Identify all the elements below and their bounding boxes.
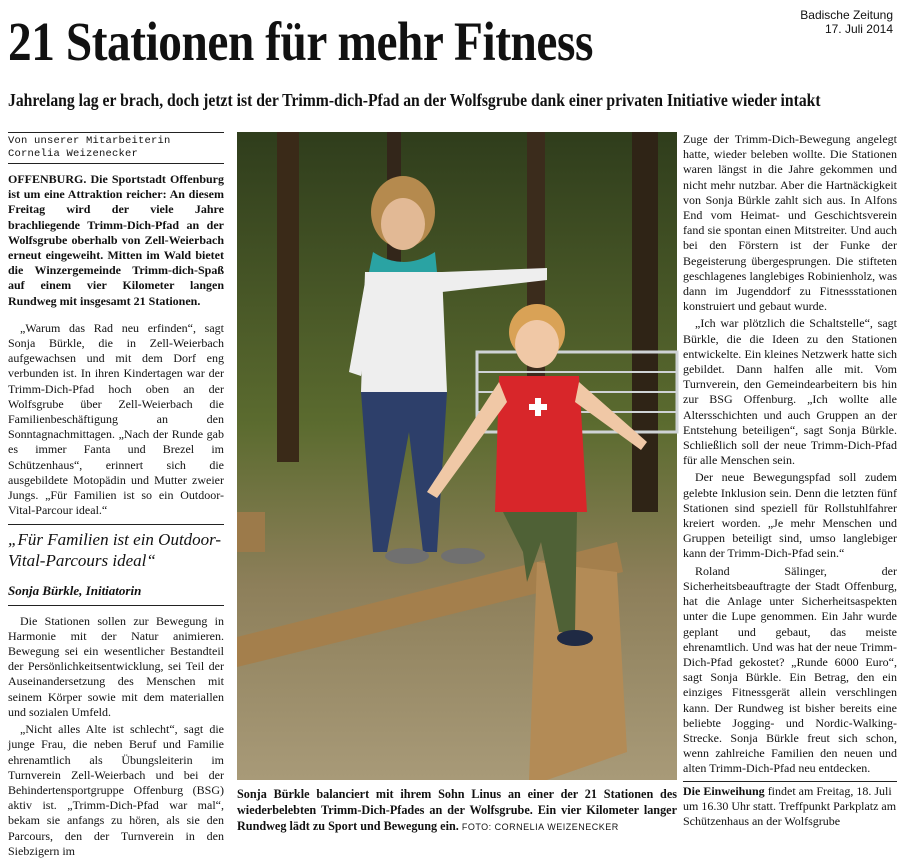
article-column-3 xyxy=(683,132,897,829)
caption-text: Sonja Bürkle balanciert mit ihrem Sohn Linus an einer der 21 Stationen des wiederbelebten Trimm-Dich-Pfades an der Wolfsgrube. Ein vier Kilometer langer Rundweg lädt zu Sport und Bewegung ein. xyxy=(237,787,677,833)
byline-author: Cornelia Weizenecker xyxy=(8,148,139,160)
event-info xyxy=(683,781,897,830)
pull-quote-attribution: Sonja Bürkle, Initiatorin xyxy=(8,583,142,599)
body-paragraph: Die Stationen sollen zur Bewegung in Harmonie mit der Natur animieren. Bewegung sei ein wesentlicher Bestandteil der Persönlichkeitsentwicklung, sei Teil der Auseinandersetzung des Menschen mit seinem Körper sowie mit dem materiallen und sozialen Umfeld. xyxy=(8,613,224,719)
byline-role: Von unserer Mitarbeiterin xyxy=(8,135,171,147)
pull-quote xyxy=(8,524,224,605)
body-paragraph: Roland Sälinger, der Sicherheitsbeauftragte der Stadt Offenburg, hat die Anlage unter Sicherheitsaspekten unter die Lupe genommen. Ein Jahr wurde geplant und gebaut, das meiste ehrenamtlich. Und was hat der neue Trimm-Dich-Pfad gekostet? „Runde 6000 Euro“, sagt Sonja Bürkle. Ein Betrag, den ein einziges Fitnessgerät allein verschlingen kann. Der Rundweg ist bisher bereits eine beliebte Jogging- und Nordic-Walking-Strecke. Sonja Bürkle freut sich schon, wenn zahlreiche Familien den neuen und alten Trimm-Dich-Pfad neu entdecken. xyxy=(683,563,897,776)
body-paragraph: „Ich war plötzlich die Schaltstelle“, sagt Bürkle, die die Ideen zu den Stationen entwickelte. Ein kleines Netzwerk hatte sich gebildet. Dann halfen alle mit. Vom Turnverein, den Gemeindearbeitern bis hin zur BSG Offenburg. „Ich wollte alle Altersschichten und auch Gruppen an der Entstehung beteiligen“, sagt Sonja Bürkle. Schließlich soll der neue Trimm-Dich-Pfad für alle Menschen sein. xyxy=(683,316,897,468)
publication-name: Badische Zeitung xyxy=(800,8,893,22)
source-block xyxy=(800,8,893,36)
event-text: findet am Freitag, 18. Juli um 16.30 Uhr statt. Treffpunkt Parkplatz am Schützenhaus an der Wolfsgrube xyxy=(683,783,897,828)
event-label: Die Einweihung xyxy=(683,783,765,798)
headline: 21 Stationen für mehr Fitness xyxy=(8,11,593,72)
pull-quote-text: „Für Familien ist ein Outdoor-Vital-Parcours ideal“ xyxy=(8,530,222,571)
subheadline: Jahrelang lag er brach, doch jetzt ist der Trimm-dich-Pfad an der Wolfsgrube dank einer privaten Initiative wieder intakt xyxy=(8,90,821,110)
body-paragraph: „Warum das Rad neu erfinden“, sagt Sonja Bürkle, die in Zell-Weierbach aufgewachsen und mit dem Dorf eng verbunden ist. In ihren Kindertagen war der Trimm-Dich-Pfad hoch oben an der Wolfsgrube über Zell-Weierbach die Familienbeschäftigung an den Sonntagnachmittagen. „Nach der Runde gab es immer Fanta und Brezel im Schützenhaus“, erinnert sich die ausgebildete Motopädin und Mutter zweier Jungs. „Für Familien ist so ein Outdoor-Vital-Parcour ideal.“ xyxy=(8,320,224,518)
publication-date: 17. Juli 2014 xyxy=(824,22,893,36)
article-column-1 xyxy=(8,132,224,861)
body-paragraph: Zuge der Trimm-Dich-Bewegung angelegt hatte, wieder beleben wollte. Die Stationen waren längst in die Jahre gekommen und nicht mehr nutzbar. Aber die Hartnäckigkeit von Sonja Bürkle zahlt sich aus. In Alfons End vom Heimat- und Geschichtsverein fand sie spontan einen Mitstreiter. Und auch bei den Förstern ist der Funke der Begeisterung übergesprungen. Die stifteten geschlagenes langlebiges Robinienholz, was dann im Jugenddorf zu Fitnessstationen konstruiert und gebaut wurde. xyxy=(683,132,897,314)
photo-credit: FOTO: CORNELIA WEIZENECKER xyxy=(461,822,619,832)
article-photo xyxy=(237,132,677,780)
byline xyxy=(8,132,224,164)
lead-paragraph: OFFENBURG. Die Sportstadt Offenburg ist um eine Attraktion reicher: An diesem Freitag wird der viele Jahre brachliegende Trimm-Dich-Pfad an der Wolfsgrube oberhalb von Zell-Weierbach erneut eingeweiht. Mitten im Wald bietet die Winzergemeinde Trimm-dich-Spaß auf einem vier Kilometer langen Rundweg mit insgesamt 21 Stationen. xyxy=(8,172,224,308)
body-paragraph: „Nicht alles Alte ist schlecht“, sagt die junge Frau, die neben Beruf und Familie ehrenamtlich als Übungsleiterin im Turnverein Zell-Weierbach und bei der Behindertensportgruppe Offenburg (BSG) aktiv ist. „Trimm-Dich-Pfad war mal“, bekam sie anfangs zu hören, als sie den Parcours, den der Turnverein in den Siebzigern im xyxy=(8,722,224,858)
photo-caption xyxy=(237,786,677,835)
body-paragraph: Der neue Bewegungspfad soll zudem gelebte Inklusion sein. Denn die letzten fünf Stationen sind speziell für Rollstuhlfahrer kreiert worden. „Je mehr Menschen und Gruppen beteiligt sind, umso langlebiger kann der Trimm-Dich-Pfad sein.“ xyxy=(683,470,897,561)
